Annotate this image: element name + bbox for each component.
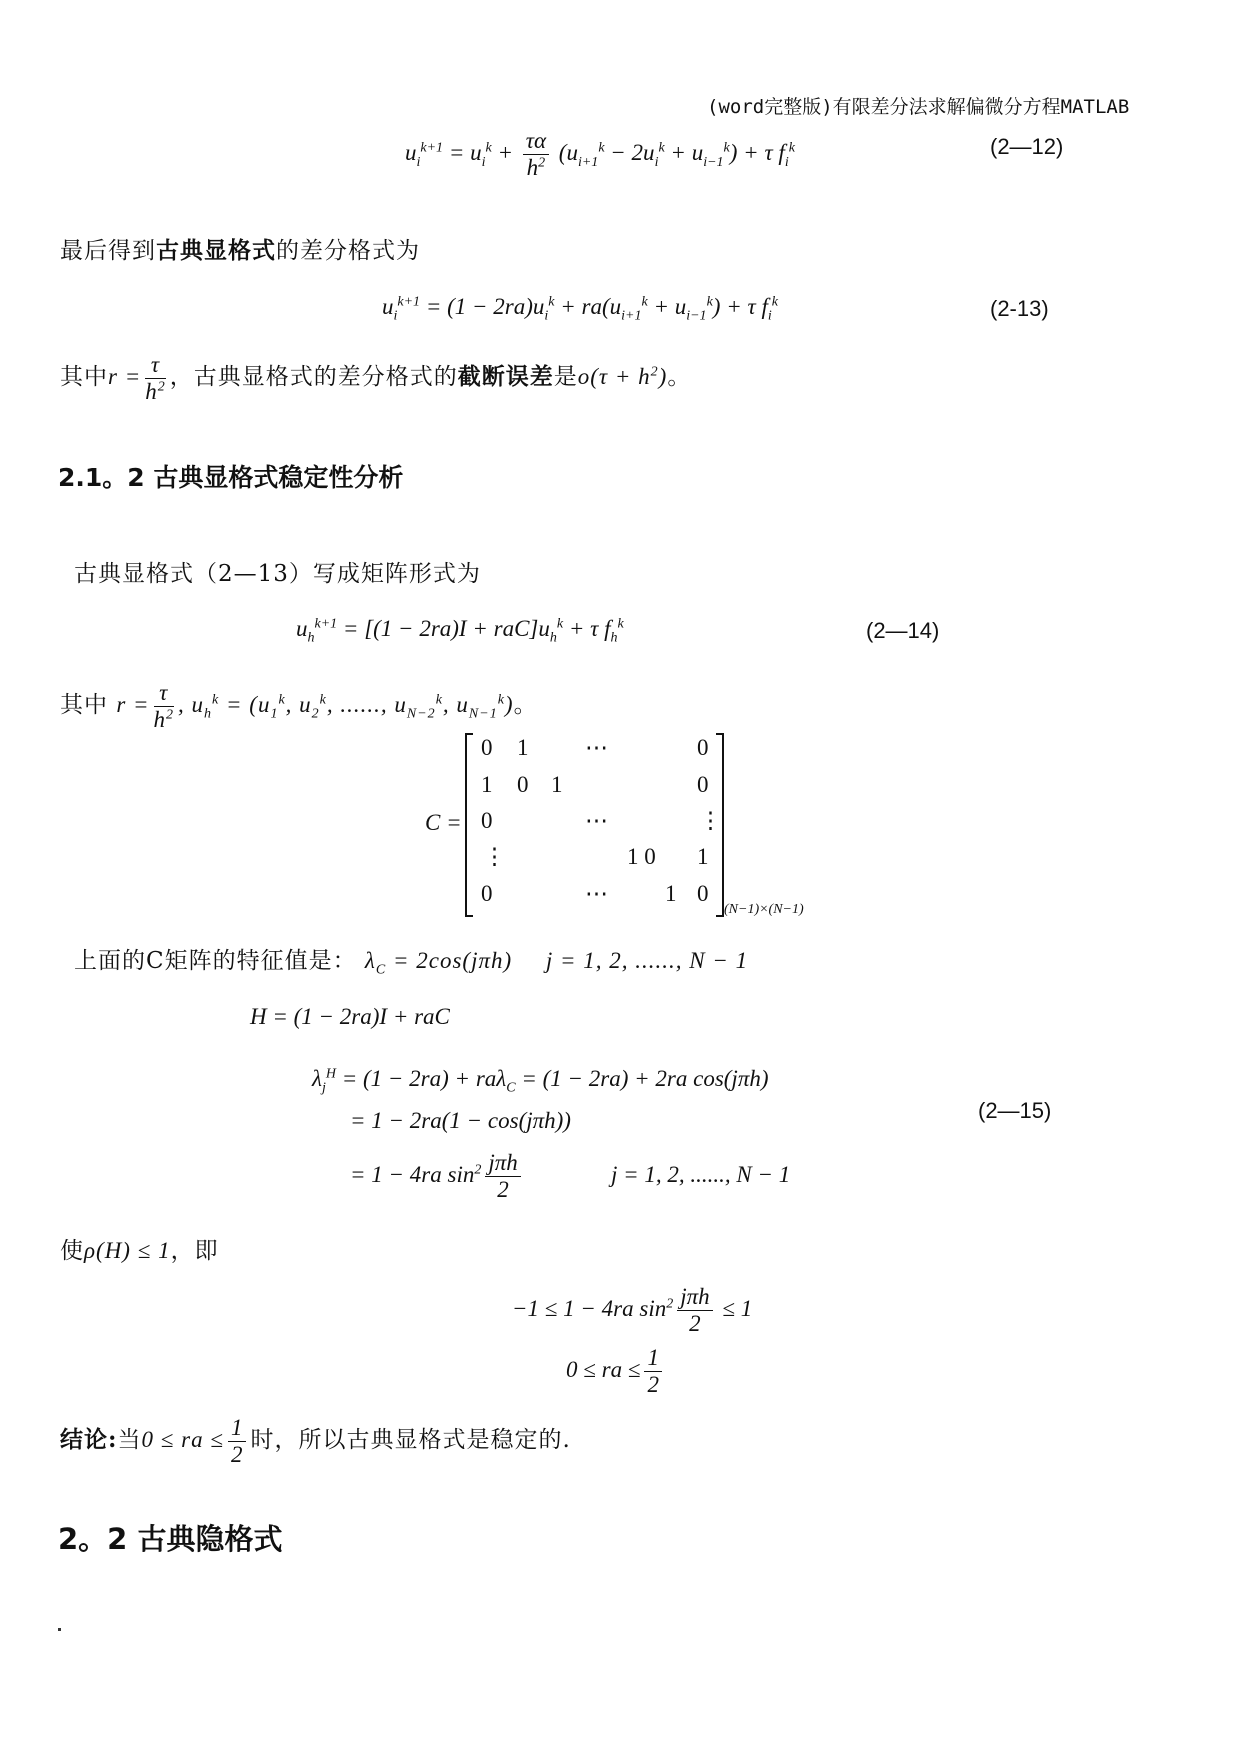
section-heading-2-2: 2。2 古典隐格式 <box>58 1522 283 1556</box>
equation-2-15-line-3: = 1 − 4ra $\sin^2$ $\frac{\text{jπh}}{2}$ j = 1, 2, ......, N − 1 <box>350 1150 791 1203</box>
conclusion-label: 结论: <box>60 1426 118 1454</box>
equation-label-2-12: (2—12) <box>990 134 1064 159</box>
inequality-2: 0 ≤ ra ≤ $\frac{1}{2}$ <box>566 1345 666 1399</box>
paragraph-condition <box>60 1232 219 1265</box>
h-definition: H = (1 − 2ra)I + raC <box>250 1004 450 1029</box>
paragraph-truncation <box>60 352 691 406</box>
r-definition: r = $\frac{\tau}{h^2}$ , $u_h^k = (u_1^k$, $u_2^k$, ......, $u_{N-2}^k$, $u_{N-1}^k$) <box>116 680 514 733</box>
order-expression: $o(\tau + h^2)$ <box>577 364 668 390</box>
matrix-c: 0 1 ⋯ 0 1 0 1 0 0 ⋯ ⋮ ⋮ 1 0 1 0 ⋯ 1 0 <box>465 735 724 915</box>
paragraph-scheme-intro <box>60 232 420 265</box>
section-heading-2-1-2: 2.1。2 古典显格式稳定性分析 <box>58 463 404 492</box>
text-end: 。 <box>667 364 692 391</box>
equation-2-15-line-1: $\lambda_j^H = (1 - 2ra) + ra\lambda_C = (1 - 2ra) + 2ra$ cos(jπh) <box>312 1066 769 1096</box>
equation-label-2-15: (2—15) <box>978 1098 1052 1123</box>
eigenvalue-formula: $\lambda_C = 2\cos(j\pi h)$ j = 1, 2, ......, N − 1 <box>364 948 749 978</box>
text-prefix: 其中 <box>60 364 108 391</box>
inequality-1: −1 ≤ 1 − 4ra $\sin^2$ $\frac{\text{jπh}}{2}$ ≤ 1 <box>512 1284 753 1337</box>
text-end: 。 <box>513 692 538 719</box>
running-header: (word完整版)有限差分法求解偏微分方程MATLAB <box>707 96 1130 118</box>
text-suffix: 是 <box>553 364 578 391</box>
text-middle: ，古典显格式的差分格式的 <box>169 364 458 391</box>
text-prefix: 使 <box>60 1238 84 1264</box>
text-suffix: 的差分格式为 <box>276 238 420 264</box>
text-prefix: 最后得到 <box>60 238 156 264</box>
paragraph-conclusion <box>60 1415 571 1469</box>
equation-label-2-13: (2-13) <box>990 296 1049 321</box>
matrix-dimension: (N−1)×(N−1) <box>724 902 804 917</box>
text-suffix: ，即 <box>170 1238 219 1264</box>
equation-2-15-line-2: = 1 − 2ra(1 − cos(jπh)) <box>350 1108 571 1133</box>
page-dot <box>58 1628 61 1631</box>
stability-range: 0 ≤ ra ≤ $\frac{1}{2}$ <box>142 1427 251 1452</box>
text-suffix: 时，所以古典显格式是稳定的. <box>250 1427 571 1454</box>
equation-2-14: $u_h^{k+1} = [(1 - 2ra)I + raC]u_h^k + \tau$ $f_h^k$ <box>296 616 624 646</box>
term-truncation-error: 截断误差 <box>457 363 554 391</box>
equation-2-12: $u_i^{k+1} = u_i^k$ + $\frac{\tau\alpha}{h^2}$ $(u_{i+1}^k - 2u_i^k + u_{i-1}^k) + \tau$ $f_i^k$ <box>405 128 795 181</box>
text-prefix: 当 <box>117 1427 142 1454</box>
matrix-c-label: C = <box>425 810 462 835</box>
term-explicit-scheme: 古典显格式 <box>156 237 276 264</box>
r-definition: r = $\frac{\tau}{h^2}$ <box>108 352 166 405</box>
paragraph-definitions <box>60 680 538 734</box>
paragraph-matrix-form: 古典显格式（2—13）写成矩阵形式为 <box>74 561 481 587</box>
paragraph-eigenvalues <box>74 942 749 978</box>
spectral-radius-condition: ρ(H) ≤ 1 <box>84 1238 171 1263</box>
equation-label-2-14: (2—14) <box>866 618 940 643</box>
equation-2-13: $u_i^{k+1} = (1 - 2ra)u_i^k + ra(u_{i+1}^k + u_{i-1}^k) + \tau$ $f_i^k$ <box>382 294 778 324</box>
text-prefix: 上面的C矩阵的特征值是： <box>74 948 357 974</box>
text-prefix: 其中 <box>60 692 108 719</box>
